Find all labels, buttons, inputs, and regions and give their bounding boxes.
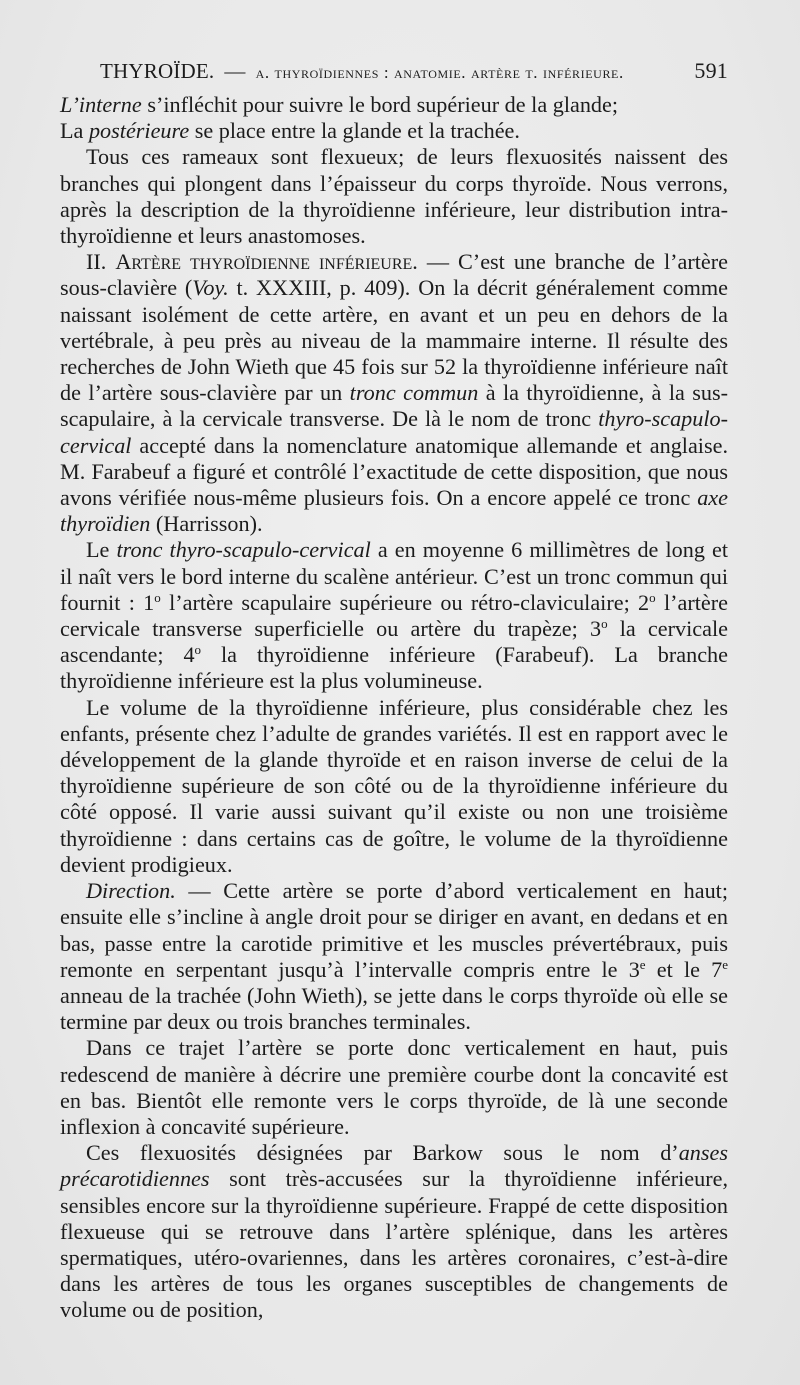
italic-text: anses précarotidiennes xyxy=(60,1140,728,1192)
text-run: se place entre la glande et la trachée. xyxy=(189,118,520,144)
italic-text: postérieure xyxy=(88,118,190,144)
paragraph xyxy=(60,695,728,878)
body-text xyxy=(60,92,728,1324)
page-number: 591 xyxy=(694,58,728,83)
running-header-subtitle: a. thyroïdiennes : anatomie. artère t. inférieure. xyxy=(255,63,624,82)
section-heading: Artère thyroïdienne inférieure. xyxy=(115,249,418,275)
italic-text: Voy. xyxy=(192,275,229,301)
text-run: anneau de la trachée (John Wieth), se jette dans le corps thyroïde où elle se termine par deux ou trois branches terminales. xyxy=(60,982,728,1035)
text-run: la thyroïdienne inférieure (Farabeuf). La branche thyroïdienne inférieure est la plus volumineuse. xyxy=(60,642,728,694)
superscript: e xyxy=(639,956,646,972)
superscript: o xyxy=(649,589,656,605)
text-run: sont très-accusées sur la thyroïdienne inférieure, sensibles encore sur la thyroïdienne supérieure. Frappé de cette disposition flexueuse qui se retrouve dans l’artère splénique, dans les artères spermatiques, utéro-ovariennes, dans les artères coronaires, c’est-à-dire dans les artères de tous les organes susceptibles de changements de volume ou de position, xyxy=(60,1166,728,1323)
italic-text: tronc thyro-scapulo-cervical xyxy=(116,537,371,563)
running-header-title-group xyxy=(100,59,624,84)
superscript: o xyxy=(601,616,608,632)
italic-text: Direction. xyxy=(86,878,176,904)
paragraph xyxy=(60,1035,728,1140)
running-header-separator: — xyxy=(224,59,246,83)
text-run: l’artère cervicale transverse superficielle ou artère du trapèze; 3 xyxy=(60,589,728,642)
text-run: a en moyenne 6 millimètres de long et il naît vers le bord interne du scalène antérieur. C’est un tronc commun qui fournit : 1 xyxy=(60,537,728,615)
italic-text: axe thyroïdien xyxy=(60,485,728,537)
text-run: (Harrisson). xyxy=(150,511,263,537)
italic-text: thyro-scapulo-cervical xyxy=(60,406,728,458)
paragraph xyxy=(60,118,728,144)
running-header-title: THYROÏDE. xyxy=(100,59,215,83)
text-run: Dans ce trajet l’artère se porte donc verticalement en haut, puis redescend de manière à décrire une première courbe dont la concavité est en bas. Bientôt elle remonte vers le corps thyroïde, de là une seconde inflexion à concavité supérieure. xyxy=(60,1035,728,1139)
superscript: o xyxy=(154,589,161,605)
text-run: — Cette artère se porte d’abord verticalement en haut; ensuite elle s’incline à angle droit pour se diriger en avant, en dedans et en bas, passe entre la carotide primitive et les muscles prévertébraux, puis remonte en serpentant jusqu’à l’intervalle compris entre le 3 xyxy=(60,878,728,982)
italic-text: interne xyxy=(78,92,142,117)
text-run: La xyxy=(60,118,89,144)
text-run: s’infléchit pour suivre le bord supérieur de la glande; xyxy=(141,92,619,117)
text-run: t. XXXIII, p. 409). On la décrit généralement comme naissant isolément de cette artère, en avant et un peu en dehors de la vertébrale, à peu près au niveau de la mammaire interne. Il résulte des recherches de John Wieth que 45 fois sur 52 la thyroïdienne inférieure naît de l’artère sous-clavière par un xyxy=(60,275,728,406)
paragraph xyxy=(60,878,728,1035)
text-run: Ces flexuosités désignées par Barkow sous le nom d’ xyxy=(86,1140,679,1166)
text-run: l’artère scapulaire supérieure ou rétro-claviculaire; 2 xyxy=(160,589,650,615)
paragraph xyxy=(60,249,728,537)
text-run: II. xyxy=(86,249,116,275)
text-run: la cervicale ascendante; 4 xyxy=(60,616,728,668)
paragraph xyxy=(60,537,728,694)
text-run: et le 7 xyxy=(645,956,723,982)
text-run: Tous ces rameaux sont flexueux; de leurs flexuosités naissent des branches qui plongent dans l’épaisseur du corps thyroïde. Nous verrons, après la description de la thyroïdienne inférieure, leur distribution intra-thyroïdienne et leurs anastomoses. xyxy=(60,144,728,249)
superscript: o xyxy=(194,642,202,658)
text-run: — C’est une branche de l’artère sous-clavière ( xyxy=(60,249,728,301)
text-run: accepté dans la nomenclature anatomique allemande et anglaise. M. Farabeuf a figuré et contrôlé l’exactitude de cette disposition, que nous avons vérifiée nous-même plusieurs fois. On a encore appelé ce tronc xyxy=(60,432,728,511)
superscript: e xyxy=(722,956,729,972)
paragraph xyxy=(60,1140,728,1323)
text-run: à la thyroïdienne, à la sus-scapulaire, à la cervicale transverse. De là le nom de tronc xyxy=(60,380,729,432)
italic-text: tronc commun xyxy=(349,380,479,406)
text-run: Le volume de la thyroïdienne inférieure, plus considérable chez les enfants, présente chez l’adulte de grandes variétés. Il est en rapport avec le développement de la glande thyroïde et en raison inverse de celui de la thyroïdienne supérieure de son côté ou de la thyroïdienne inférieure du côté opposé. Il varie aussi suivant qu’il existe ou non une troisième thyroïdienne : dans certains cas de goître, le volume de la thyroïdienne devient prodigieux. xyxy=(60,694,728,877)
running-header xyxy=(60,58,728,92)
paragraph xyxy=(60,144,728,249)
text-run: Le xyxy=(86,537,117,563)
italic-text: L’ xyxy=(60,92,79,117)
paragraph xyxy=(60,92,728,118)
